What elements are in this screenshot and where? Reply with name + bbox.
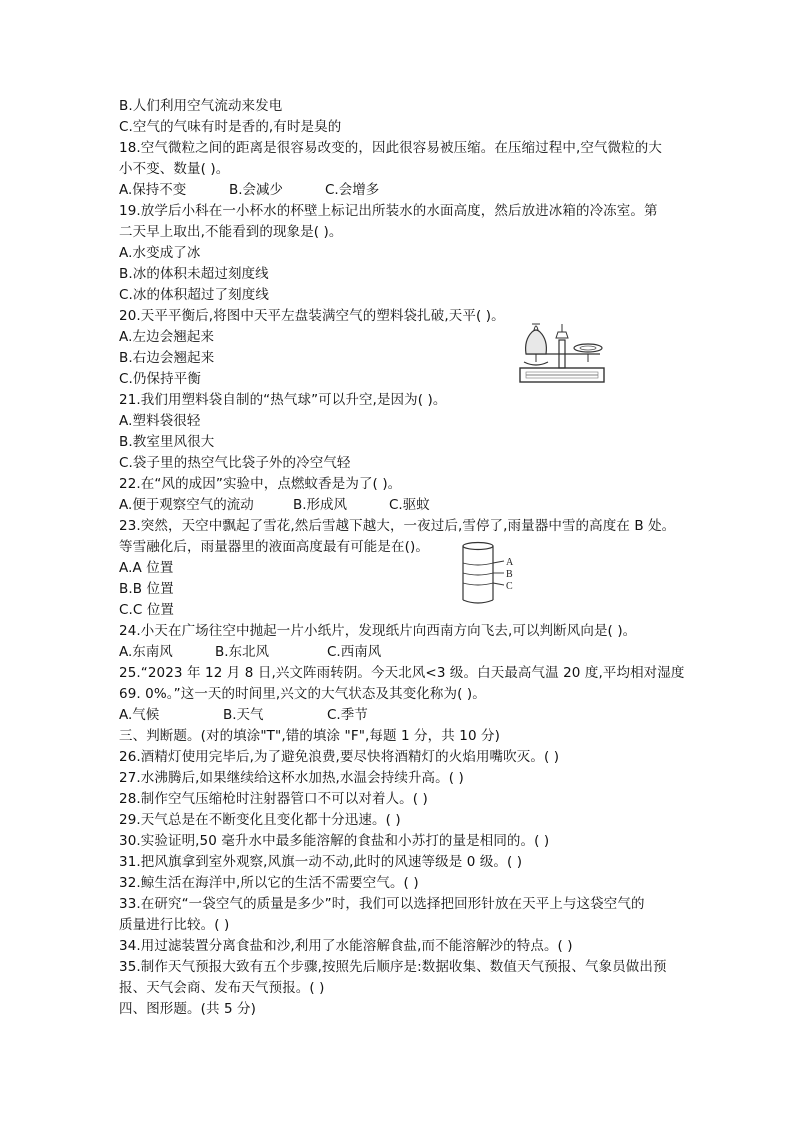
q20-stem: 20.天平平衡后,将图中天平左盘装满空气的塑料袋扎破,天平( )。	[119, 308, 505, 324]
q22-option-b: B.形成风	[293, 497, 348, 513]
q18-option-b: B.会减少	[229, 182, 284, 198]
q20-option-c: C.仍保持平衡	[119, 371, 201, 387]
q21-option-b: B.教室里风很大	[119, 434, 215, 450]
q22-stem: 22.在“风的成因”实验中，点燃蚊香是为了( )。	[119, 476, 402, 492]
q23-stem-line1: 23.突然，天空中飘起了雪花,然后雪越下越大，一夜过后,雪停了,雨量器中雪的高度在 B 处。	[119, 518, 676, 534]
q28: 28.制作空气压缩枪时注射器管口不可以对着人。( )	[119, 791, 428, 807]
balance-scale-figure	[516, 318, 610, 390]
q24-option-a: A.东南风	[119, 644, 173, 660]
q18-stem-line1: 18.空气微粒之间的距离是很容易改变的，因此很容易被压缩。在压缩过程中,空气微粒的大	[119, 140, 662, 156]
q19-stem-line2: 二天早上取出,不能看到的现象是( )。	[119, 224, 343, 240]
q25-option-a: A.气候	[119, 707, 160, 723]
q32: 32.鲸生活在海洋中,所以它的生活不需要空气。( )	[119, 875, 419, 891]
q23-option-c: C.C 位置	[119, 602, 175, 618]
gauge-label-b: B	[506, 569, 513, 580]
q33-line1: 33.在研究“一袋空气的质量是多少”时，我们可以选择把回形针放在天平上与这袋空气的	[119, 896, 645, 912]
q22-options	[119, 495, 430, 515]
q18-option-a: A.保持不变	[119, 182, 187, 198]
q26: 26.酒精灯使用完毕后,为了避免浪费,要尽快将酒精灯的火焰用嘴吹灭。( )	[119, 749, 560, 765]
q21-option-a: A.塑料袋很轻	[119, 413, 201, 429]
q23-option-b: B.B 位置	[119, 581, 174, 597]
q34: 34.用过滤装置分离食盐和沙,利用了水能溶解食盐,而不能溶解沙的特点。( )	[119, 938, 573, 954]
gauge-label-a: A	[506, 557, 514, 568]
q31: 31.把风旗拿到室外观察,风旗一动不动,此时的风速等级是 0 级。( )	[119, 854, 523, 870]
q25-stem-line2: 69. 0%。”这一天的时间里,兴文的大气状态及其变化称为( )。	[119, 686, 486, 702]
q30: 30.实验证明,50 毫升水中最多能溶解的食盐和小苏打的量是相同的。( )	[119, 833, 550, 849]
q33-line2: 质量进行比较。( )	[119, 917, 230, 933]
section-4-heading: 四、图形题。(共 5 分)	[119, 1001, 257, 1017]
q25-option-b: B.天气	[223, 707, 264, 723]
q19-option-c: C.冰的体积超过了刻度线	[119, 287, 269, 303]
q24-option-c: C.西南风	[327, 644, 382, 660]
q22-option-c: C.驱蚊	[389, 497, 430, 513]
q21-stem: 21.我们用塑料袋自制的“热气球”可以升空,是因为( )。	[119, 392, 447, 408]
q24-stem: 24.小天在广场往空中抛起一片小纸片，发现纸片向西南方向飞去,可以判断风向是( )。	[119, 623, 637, 639]
q35-line2: 报、天气会商、发布天气预报。( )	[119, 980, 325, 996]
q23-stem-line2: 等雪融化后，雨量器里的液面高度最有可能是在()。	[119, 539, 429, 555]
q35-line1: 35.制作天气预报大致有五个步骤,按照先后顺序是:数据收集、数值天气预报、气象员做出预	[119, 959, 667, 975]
q18-stem-line2: 小不变、数量( )。	[119, 161, 230, 177]
q22-option-a: A.便于观察空气的流动	[119, 497, 254, 513]
q25-options	[119, 705, 368, 725]
q25-stem-line1: 25.“2023 年 12 月 8 日,兴文阵雨转阴。今天北风<3 级。白天最高气温 20 度,平均相对湿度	[119, 665, 685, 681]
q21-option-c: C.袋子里的热空气比袋子外的冷空气轻	[119, 455, 351, 471]
q17-option-c: C.空气的气味有时是香的,有时是臭的	[119, 119, 342, 135]
q20-option-b: B.右边会翘起来	[119, 350, 215, 366]
q18-options	[119, 180, 379, 200]
q27: 27.水沸腾后,如果继续给这杯水加热,水温会持续升高。( )	[119, 770, 464, 786]
q19-option-a: A.水变成了冰	[119, 245, 201, 261]
q25-option-c: C.季节	[327, 707, 368, 723]
q24-option-b: B.东北风	[215, 644, 270, 660]
q29: 29.天气总是在不断变化且变化都十分迅速。( )	[119, 812, 401, 828]
q24-options	[119, 642, 381, 662]
gauge-label-c: C	[506, 581, 513, 592]
q19-option-b: B.冰的体积未超过刻度线	[119, 266, 269, 282]
section-3-heading: 三、判断题。(对的填涂"T",错的填涂 "F",每题 1 分，共 10 分)	[119, 728, 500, 744]
rain-gauge-figure	[458, 541, 522, 607]
q20-option-a: A.左边会翘起来	[119, 329, 215, 345]
q17-option-b: B.人们利用空气流动来发电	[119, 98, 283, 114]
q19-stem-line1: 19.放学后小科在一小杯水的杯壁上标记出所装水的水面高度，然后放进冰箱的冷冻室。第	[119, 203, 658, 219]
q23-option-a: A.A 位置	[119, 560, 174, 576]
q18-option-c: C.会增多	[325, 182, 380, 198]
